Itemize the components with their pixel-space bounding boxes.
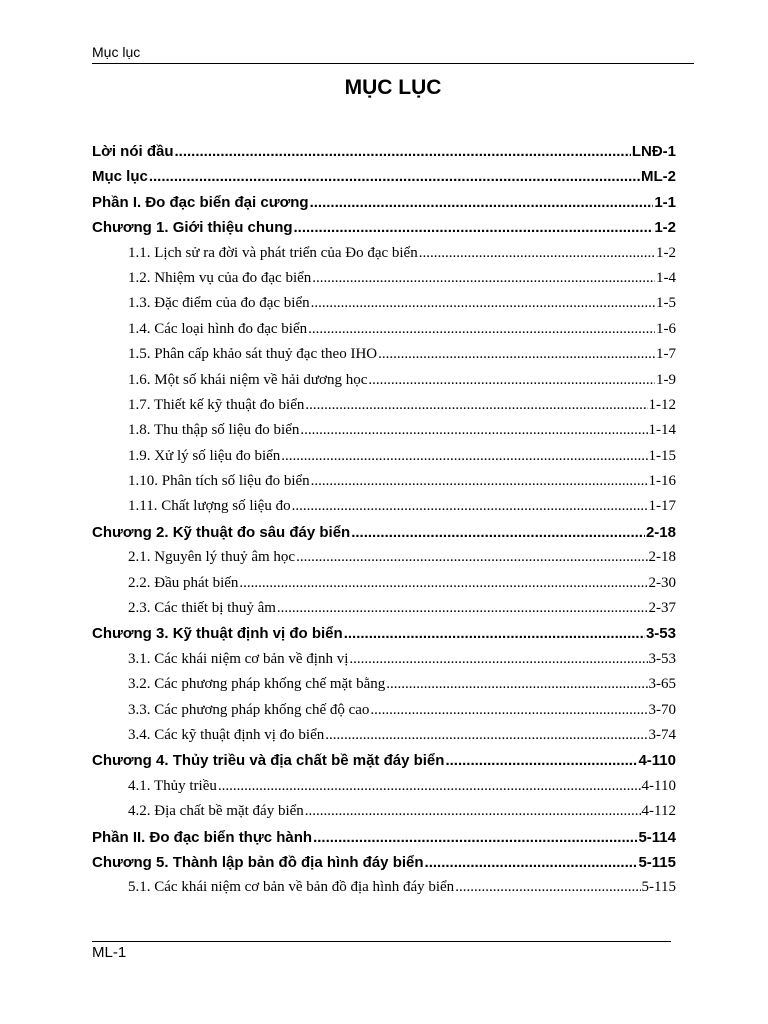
toc-entry-page: 1-5 — [656, 295, 676, 312]
toc-entry-page: 4-110 — [638, 752, 676, 770]
toc-entry-label: 1.4. Các loại hình đo đạc biển — [128, 320, 308, 337]
toc-entry-minor[interactable] — [0, 469, 676, 494]
toc-entry-label: 1.1. Lịch sử ra đời và phát triển của Đo đạc biển — [128, 244, 418, 261]
toc-entry-minor[interactable] — [0, 444, 676, 469]
page-title: MỤC LỤC — [344, 76, 442, 99]
toc-entry-minor[interactable] — [0, 342, 676, 367]
toc-dot-leader — [455, 875, 640, 900]
toc-entry-label: 1.2. Nhiệm vụ của đo đạc biển — [128, 269, 312, 286]
toc-dot-leader — [308, 317, 655, 342]
toc-entry-page: 1-2 — [654, 219, 676, 237]
footer-rule — [92, 941, 671, 942]
toc-entry-page: 1-2 — [656, 244, 676, 261]
toc-entry-major[interactable] — [0, 164, 676, 189]
toc-entry-label: 4.2. Địa chất bề mặt đáy biển — [128, 803, 304, 820]
toc-entry-minor[interactable] — [0, 545, 676, 570]
toc-entry-minor[interactable] — [0, 393, 676, 418]
toc-entry-label: 3.3. Các phương pháp khống chế độ cao — [128, 701, 370, 718]
toc-entry-page: 1-14 — [648, 422, 676, 439]
toc-entry-page: 5-115 — [638, 853, 676, 871]
toc-dot-leader — [344, 621, 645, 646]
toc-dot-leader — [312, 266, 655, 291]
toc-dot-leader — [368, 368, 655, 393]
toc-dot-leader — [445, 748, 637, 773]
toc-entry-page: 3-70 — [648, 701, 676, 718]
toc-entry-label: Chương 2. Kỹ thuật đo sâu đáy biển — [92, 523, 351, 541]
toc-entry-page: 1-1 — [654, 193, 676, 211]
toc-entry-label: 1.10. Phân tích số liệu đo biển — [128, 473, 310, 490]
toc-entry-page: 1-9 — [656, 371, 676, 388]
toc-dot-leader — [149, 164, 640, 189]
toc-entry-page: 2-30 — [648, 574, 676, 591]
toc-entry-minor[interactable] — [0, 494, 676, 519]
toc-entry-minor[interactable] — [0, 672, 676, 697]
toc-entry-minor[interactable] — [0, 698, 676, 723]
toc-dot-leader — [351, 520, 645, 545]
toc-entry-minor[interactable] — [0, 799, 676, 824]
toc-dot-leader — [305, 393, 647, 418]
toc-entry-label: 1.3. Đặc điểm của đo đạc biển — [128, 295, 310, 312]
toc-entry-label: 1.6. Một số khái niệm về hải dương học — [128, 371, 368, 388]
toc-dot-leader — [325, 723, 647, 748]
toc-entry-page: 1-17 — [648, 498, 676, 515]
footer-page-number: ML-1 — [92, 944, 127, 961]
toc-entry-label: 1.8. Thu thập số liệu đo biển — [128, 422, 300, 439]
toc-dot-leader — [305, 799, 641, 824]
toc-entry-page: 3-53 — [645, 625, 676, 643]
toc-entry-minor[interactable] — [0, 317, 676, 342]
toc-entry-label: Lời nói đầu — [92, 143, 174, 160]
toc-entry-label: 2.1. Nguyên lý thuỷ âm học — [128, 549, 296, 566]
toc-entry-minor[interactable] — [0, 368, 676, 393]
toc-dot-leader — [419, 241, 655, 266]
toc-entry-label: Phần II. Đo đạc biển thực hành — [92, 828, 313, 846]
toc-dot-leader — [294, 215, 654, 240]
toc-entry-page: 1-15 — [648, 447, 676, 464]
toc-dot-leader — [378, 342, 655, 367]
toc-dot-leader — [300, 418, 647, 443]
toc-dot-leader — [281, 444, 647, 469]
toc-dot-leader — [311, 291, 655, 316]
toc-entry-minor[interactable] — [0, 418, 676, 443]
toc-entry-page: 2-18 — [648, 549, 676, 566]
toc-dot-leader — [311, 469, 648, 494]
toc-entry-page: 3-74 — [648, 726, 676, 743]
toc-entry-major[interactable] — [0, 190, 676, 215]
toc-entry-page: 5-114 — [638, 828, 676, 846]
toc-dot-leader — [296, 545, 647, 570]
toc-entry-label: 3.1. Các khái niệm cơ bản về định vị — [128, 650, 349, 667]
toc-entry-major[interactable] — [0, 520, 676, 545]
toc-entry-minor[interactable] — [0, 647, 676, 672]
toc-entry-label: 3.2. Các phương pháp khống chế mặt bằng — [128, 676, 386, 693]
toc-entry-label: 4.1. Thủy triều — [128, 777, 217, 794]
toc-dot-leader — [175, 139, 631, 164]
running-header: Mục lục — [92, 44, 141, 60]
toc-entry-page: 1-4 — [656, 269, 676, 286]
toc-entry-label: 3.4. Các kỹ thuật định vị đo biển — [128, 726, 325, 743]
toc-entry-label: 1.7. Thiết kế kỹ thuật đo biển — [128, 396, 305, 413]
toc-entry-label: 5.1. Các khái niệm cơ bản về bản đồ địa hình đáy biển — [128, 879, 455, 896]
toc-entry-minor[interactable] — [0, 596, 676, 621]
toc-entry-label: Chương 1. Giới thiệu chung — [92, 219, 293, 237]
toc-entry-page: 3-65 — [648, 676, 676, 693]
toc-dot-leader — [425, 850, 638, 875]
toc-entry-label: Chương 4. Thủy triều và địa chất bề mặt đáy biển — [92, 752, 445, 770]
toc-dot-leader — [313, 825, 637, 850]
toc-dot-leader — [277, 596, 648, 621]
toc-dot-leader — [218, 774, 641, 799]
toc-entry-minor[interactable] — [0, 875, 676, 900]
toc-entry-minor[interactable] — [0, 291, 676, 316]
table-of-contents — [0, 139, 768, 901]
toc-entry-minor[interactable] — [0, 571, 676, 596]
toc-entry-page: 3-53 — [648, 650, 676, 667]
toc-entry-major[interactable] — [0, 139, 676, 164]
toc-entry-page: ML-2 — [641, 168, 676, 186]
toc-entry-label: Mục lục — [92, 168, 148, 186]
toc-dot-leader — [310, 190, 654, 215]
toc-dot-leader — [239, 571, 647, 596]
toc-entry-page: 1-16 — [648, 473, 676, 490]
toc-dot-leader — [370, 698, 647, 723]
toc-entry-label: Chương 3. Kỹ thuật định vị đo biển — [92, 625, 343, 643]
toc-entry-label: 1.11. Chất lượng số liệu đo — [128, 498, 291, 515]
toc-entry-page: LNĐ-1 — [631, 143, 676, 160]
toc-entry-label: 1.5. Phân cấp khảo sát thuỷ đạc theo IHO — [128, 346, 378, 363]
toc-entry-minor[interactable] — [0, 266, 676, 291]
toc-entry-page: 1-7 — [656, 346, 676, 363]
toc-entry-major[interactable] — [0, 850, 676, 875]
toc-entry-major[interactable] — [0, 621, 676, 646]
toc-entry-major[interactable] — [0, 215, 676, 240]
toc-entry-label: 2.2. Đầu phát biến — [128, 574, 239, 591]
toc-entry-label: Phần I. Đo đạc biển đại cương — [92, 193, 309, 211]
toc-entry-major[interactable] — [0, 748, 676, 773]
toc-dot-leader — [292, 494, 648, 519]
toc-entry-page: 5-115 — [641, 879, 676, 896]
toc-entry-page: 4-110 — [641, 777, 676, 794]
toc-entry-minor[interactable] — [0, 723, 676, 748]
toc-entry-label: Chương 5. Thành lập bản đồ địa hình đáy biển — [92, 853, 424, 871]
toc-entry-label: 2.3. Các thiết bị thuỷ âm — [128, 600, 276, 617]
header-rule — [92, 63, 694, 64]
toc-entry-minor[interactable] — [0, 774, 676, 799]
toc-entry-page: 4-112 — [641, 803, 676, 820]
toc-entry-label: 1.9. Xử lý số liệu đo biển — [128, 447, 281, 464]
toc-entry-page: 2-37 — [648, 600, 676, 617]
toc-dot-leader — [386, 672, 647, 697]
toc-entry-page: 1-6 — [656, 320, 676, 337]
toc-entry-page: 2-18 — [645, 523, 676, 541]
toc-entry-page: 1-12 — [648, 396, 676, 413]
toc-dot-leader — [349, 647, 647, 672]
toc-entry-minor[interactable] — [0, 241, 676, 266]
toc-entry-major[interactable] — [0, 825, 676, 850]
